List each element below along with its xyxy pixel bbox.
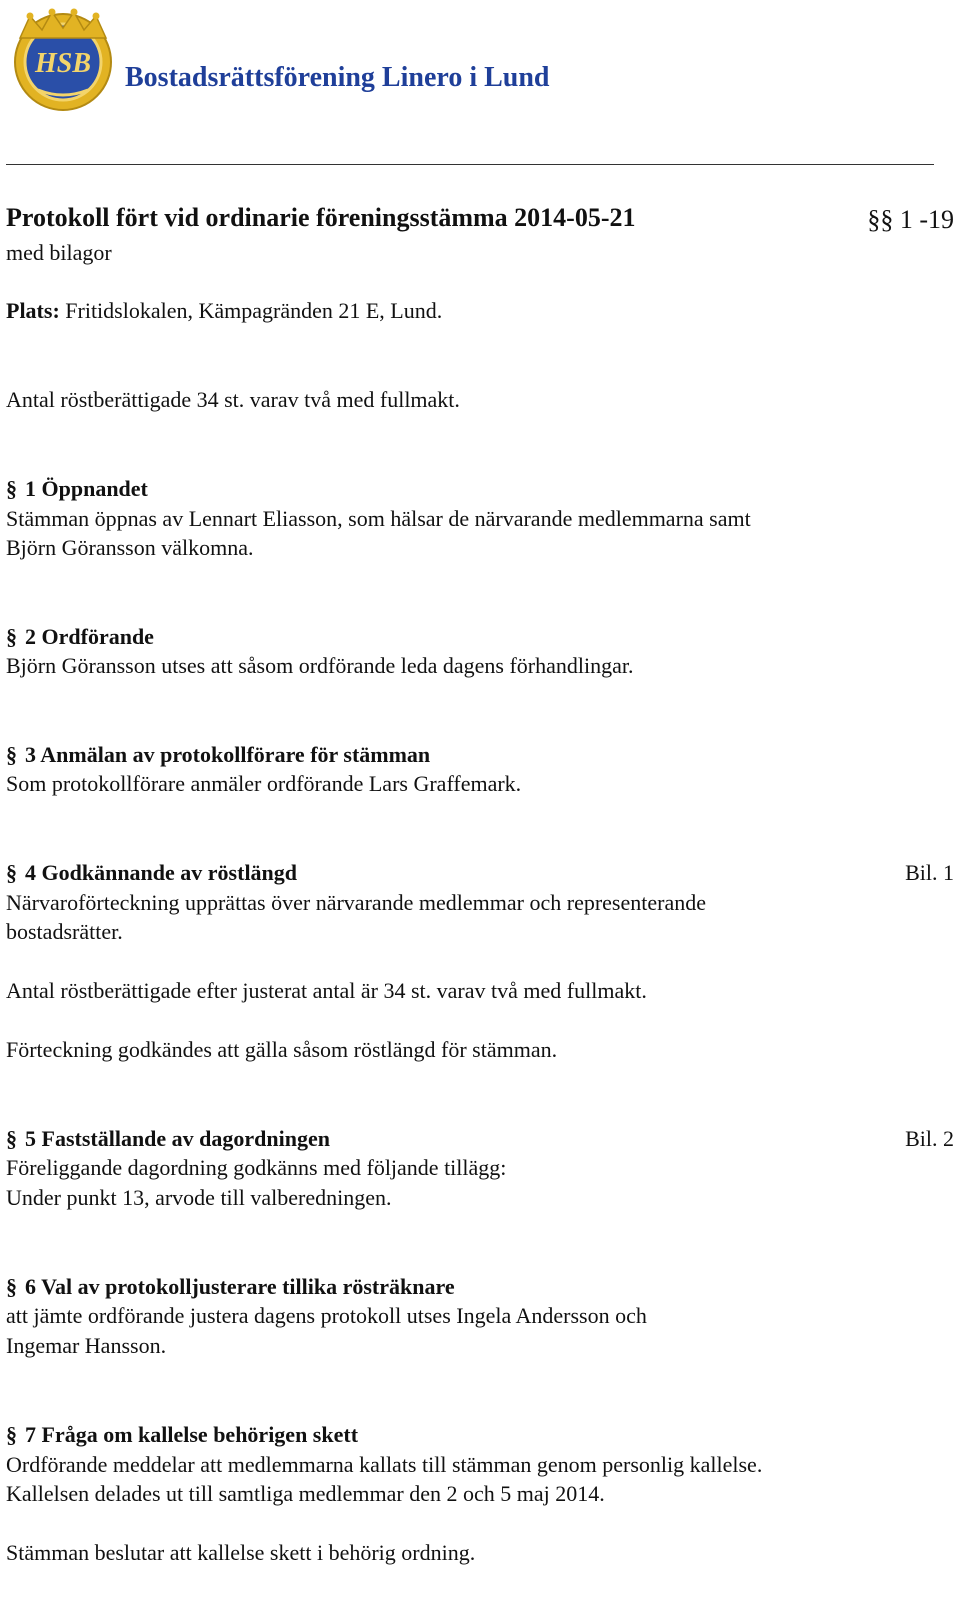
section-text: att jämte ordförande justera dagens protokoll utses Ingela Andersson och <box>6 1303 647 1328</box>
attendance-line: Antal röstberättigade 34 st. varav två med fullmakt. <box>6 387 460 412</box>
paragraph-sign: § <box>6 742 17 767</box>
section-text: Björn Göransson välkomna. <box>6 535 254 560</box>
section-text: Kallelsen delades ut till samtliga medlemmar den 2 och 5 maj 2014. <box>6 1481 605 1506</box>
place-line <box>6 296 442 326</box>
section-text: Närvaroförteckning upprättas över närvarande medlemmar och representerande <box>6 890 706 915</box>
paragraph-sign: § <box>6 476 17 501</box>
section-heading <box>6 740 430 770</box>
section-text: Björn Göransson utses att såsom ordförande leda dagens förhandlingar. <box>6 653 634 678</box>
section-text: Ingemar Hansson. <box>6 1333 167 1358</box>
paragraph-sign: § <box>6 624 17 649</box>
section-text: Stämman beslutar att kallelse skett i behörig ordning. <box>6 1540 476 1565</box>
section-title: 6 Val av protokolljusterare tillika rösträknare <box>25 1274 455 1299</box>
organization-name: Bostadsrättsförening Linero i Lund <box>125 62 550 93</box>
paragraph-sign: § <box>6 1126 17 1151</box>
paragraph-sign: § <box>6 1422 17 1447</box>
section-title: 5 Fastställande av dagordningen <box>25 1126 330 1151</box>
section-text: Antal röstberättigade efter justerat antal är 34 st. varav två med fullmakt. <box>6 978 647 1003</box>
section-text: bostadsrätter. <box>6 919 123 944</box>
section-title: 2 Ordförande <box>25 624 154 649</box>
section-title: 3 Anmälan av protokollförare för stämman <box>25 742 431 767</box>
document-title: Protokoll fört vid ordinarie föreningsstämma 2014-05-21 <box>6 203 636 232</box>
attachment-ref: Bil. 2 <box>905 1126 954 1151</box>
place-label: Plats: <box>6 298 60 323</box>
section-text: Ordförande meddelar att medlemmarna kallats till stämman genom personlig kallelse. <box>6 1452 763 1477</box>
section-text: Föreliggande dagordning godkänns med följande tillägg: <box>6 1155 507 1180</box>
section-heading <box>6 1272 455 1302</box>
section-text: Stämman öppnas av Lennart Eliasson, som hälsar de närvarande medlemmarna samt <box>6 506 751 531</box>
section-heading <box>6 474 148 504</box>
section-text: Som protokollförare anmäler ordförande Lars Graffemark. <box>6 771 522 796</box>
section-heading <box>6 858 297 888</box>
section-title: 7 Fråga om kallelse behörigen skett <box>25 1422 359 1447</box>
section-text: Förteckning godkändes att gälla såsom röstlängd för stämman. <box>6 1037 558 1062</box>
document-header <box>0 0 960 170</box>
section-heading <box>6 1420 358 1450</box>
document-subtitle: med bilagor <box>6 240 112 265</box>
paragraph-sign: § <box>6 1274 17 1299</box>
section-heading <box>6 622 154 652</box>
paragraph-range: §§ 1 -19 <box>867 205 954 234</box>
paragraph-sign: § <box>6 860 17 885</box>
section-text: Under punkt 13, arvode till valberedningen. <box>6 1185 392 1210</box>
section-title: 4 Godkännande av röstlängd <box>25 860 298 885</box>
place-value: Fritidslokalen, Kämpagränden 21 E, Lund. <box>65 298 443 323</box>
hsb-logo <box>8 6 118 114</box>
section-title: 1 Öppnandet <box>25 476 148 501</box>
svg-text:HSB: HSB <box>34 48 92 79</box>
header-rule <box>6 164 934 165</box>
attachment-ref: Bil. 1 <box>905 860 954 885</box>
section-heading <box>6 1124 330 1154</box>
